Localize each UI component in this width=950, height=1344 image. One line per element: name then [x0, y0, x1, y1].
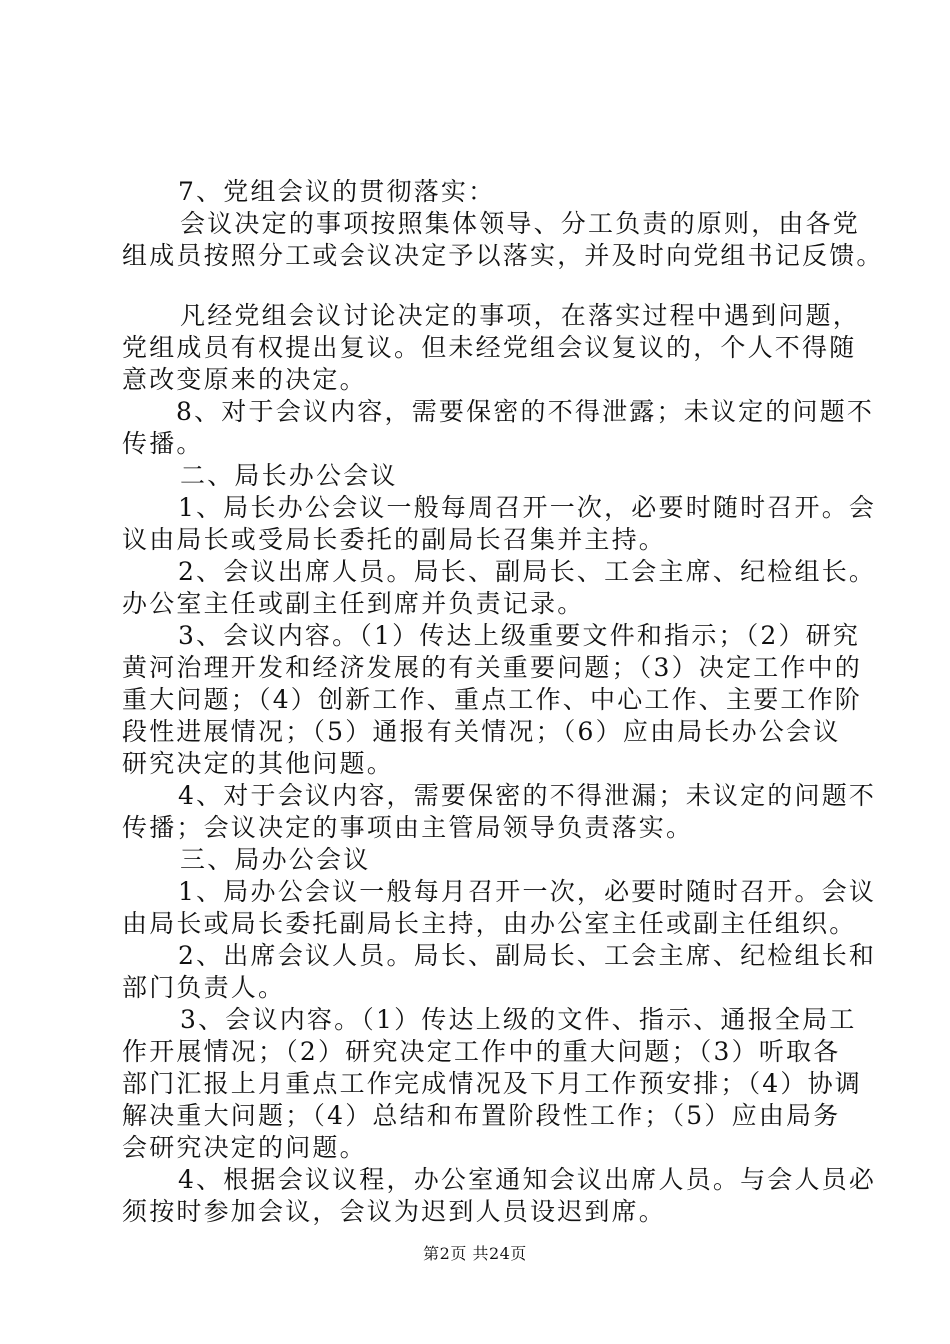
paragraph-line: 党组成员有权提出复议。但未经党组会议复议的，个人不得随 — [122, 333, 857, 362]
paragraph-line: 解决重大问题；（4）总结和布置阶段性工作；（5）应由局务 — [122, 1101, 841, 1130]
page-number-footer: 第2页 共24页 — [423, 1244, 527, 1263]
paragraph-line: 议由局长或受局长委托的副局长召集并主持。 — [122, 525, 667, 554]
paragraph-line: 4、对于会议内容，需要保密的不得泄漏；未议定的问题不 — [178, 781, 877, 810]
paragraph-line: 1、局办公会议一般每月召开一次，必要时随时召开。会议 — [178, 877, 877, 906]
paragraph-line: 意改变原来的决定。 — [122, 365, 367, 394]
paragraph-line: 4、根据会议议程，办公室通知会议出席人员。与会人员必 — [178, 1165, 877, 1194]
paragraph-line: 办公室主任或副主任到席并负责记录。 — [122, 589, 585, 618]
paragraph-line: 2、会议出席人员。局长、副局长、工会主席、纪检组长。 — [178, 557, 877, 586]
paragraph-line: 3、会议内容。（1）传达上级的文件、指示、通报全局工 — [180, 1005, 857, 1034]
paragraph-line: 2、出席会议人员。局长、副局长、工会主席、纪检组长和 — [178, 941, 877, 970]
paragraph-line: 组成员按照分工或会议决定予以落实，并及时向党组书记反馈。 — [122, 241, 884, 270]
paragraph-line: 8、对于会议内容，需要保密的不得泄露；未议定的问题不 — [176, 397, 875, 426]
section-heading: 二、局长办公会议 — [180, 461, 398, 490]
paragraph-line: 作开展情况；（2）研究决定工作中的重大问题；（3）听取各 — [122, 1037, 841, 1066]
paragraph-line: 3、会议内容。（1）传达上级重要文件和指示；（2）研究 — [178, 621, 861, 650]
paragraph-line: 会议决定的事项按照集体领导、分工负责的原则，由各党 — [180, 209, 861, 238]
section-heading: 三、局办公会议 — [180, 845, 371, 874]
paragraph-line: 由局长或局长委托副局长主持，由办公室主任或副主任组织。 — [122, 909, 857, 938]
paragraph-line: 会研究决定的问题。 — [122, 1133, 367, 1162]
paragraph-line: 7、党组会议的贯彻落实： — [178, 177, 496, 206]
paragraph-line: 须按时参加会议，会议为迟到人员设迟到席。 — [122, 1197, 667, 1226]
paragraph-line: 传播。 — [122, 429, 204, 458]
paragraph-line: 段性进展情况；（5）通报有关情况；（6）应由局长办公会议 — [122, 717, 841, 746]
paragraph-line: 凡经党组会议讨论决定的事项，在落实过程中遇到问题， — [180, 301, 861, 330]
paragraph-line: 黄河治理开发和经济发展的有关重要问题；（3）决定工作中的 — [122, 653, 863, 682]
paragraph-line: 1、局长办公会议一般每周召开一次，必要时随时召开。会 — [178, 493, 877, 522]
paragraph-line: 传播；会议决定的事项由主管局领导负责落实。 — [122, 813, 694, 842]
paragraph-line: 研究决定的其他问题。 — [122, 749, 395, 778]
paragraph-line: 部门负责人。 — [122, 973, 286, 1002]
paragraph-line: 部门汇报上月重点工作完成情况及下月工作预安排；（4）协调 — [122, 1069, 863, 1098]
paragraph-line: 重大问题；（4）创新工作、重点工作、中心工作、主要工作阶 — [122, 685, 863, 714]
